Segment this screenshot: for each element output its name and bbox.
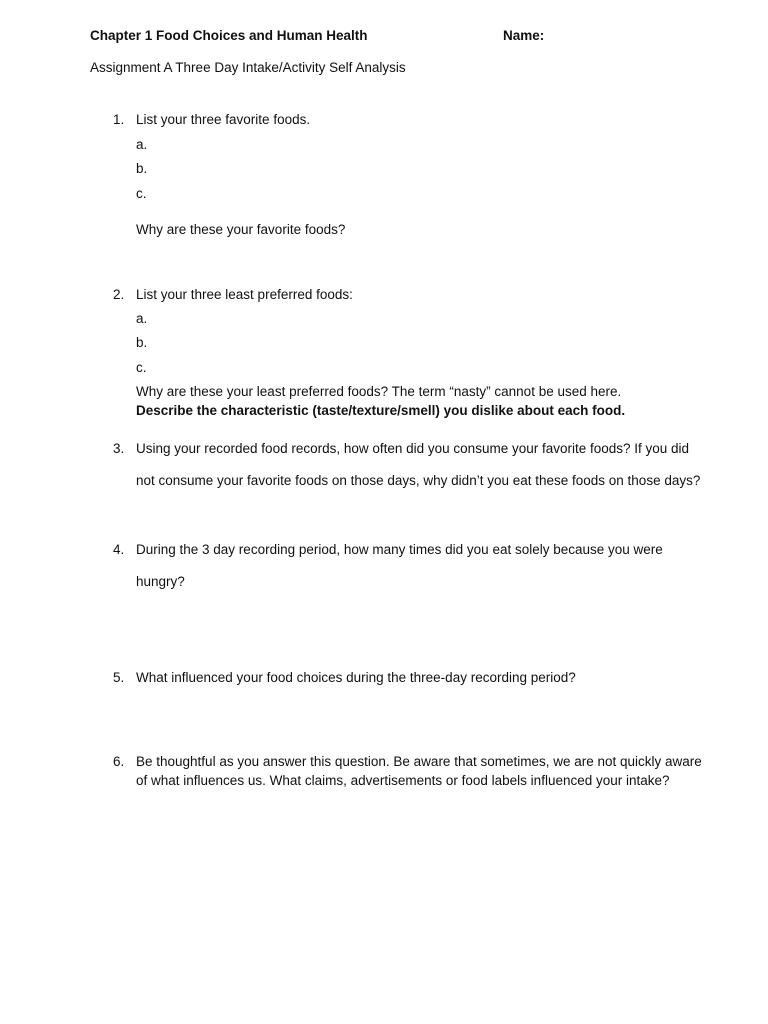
list-item-a: a. <box>136 137 148 152</box>
question-text: List your three favorite foods. <box>136 112 311 127</box>
question-number: 1. <box>113 112 125 127</box>
question-text-line-2: hungry? <box>136 574 185 589</box>
question-text-line-2: not consume your favorite foods on those days, why didn’t you eat these foods on those days? <box>136 473 701 488</box>
list-item-c: c. <box>136 360 147 375</box>
question-text-line-1: Be thoughtful as you answer this question. Be aware that sometimes, we are not quickly aware <box>136 754 702 769</box>
followup-question: Why are these your least preferred foods? The term “nasty” cannot be used here. <box>136 384 622 399</box>
name-label: Name: <box>503 28 545 43</box>
question-number: 5. <box>113 670 125 685</box>
followup-question: Why are these your favorite foods? <box>136 222 346 237</box>
question-text-line-1: Using your recorded food records, how often did you consume your favorite foods? If you did <box>136 441 690 456</box>
followup-instruction: Describe the characteristic (taste/texture/smell) you dislike about each food. <box>136 403 626 418</box>
question-number: 4. <box>113 542 125 557</box>
list-item-a: a. <box>136 311 148 326</box>
assignment-subtitle: Assignment A Three Day Intake/Activity Self Analysis <box>90 60 406 75</box>
list-item-b: b. <box>136 335 148 350</box>
document-title: Chapter 1 Food Choices and Human Health <box>90 28 368 43</box>
question-number: 6. <box>113 754 125 769</box>
question-number: 3. <box>113 441 125 456</box>
question-text-line-1: During the 3 day recording period, how many times did you eat solely because you were <box>136 542 663 557</box>
list-item-c: c. <box>136 186 147 201</box>
question-number: 2. <box>113 287 125 302</box>
question-text-line-1: What influenced your food choices during the three-day recording period? <box>136 670 576 685</box>
question-text: List your three least preferred foods: <box>136 287 353 302</box>
question-text-line-2: of what influences us. What claims, advertisements or food labels influenced your intake? <box>136 773 670 788</box>
list-item-b: b. <box>136 161 148 176</box>
